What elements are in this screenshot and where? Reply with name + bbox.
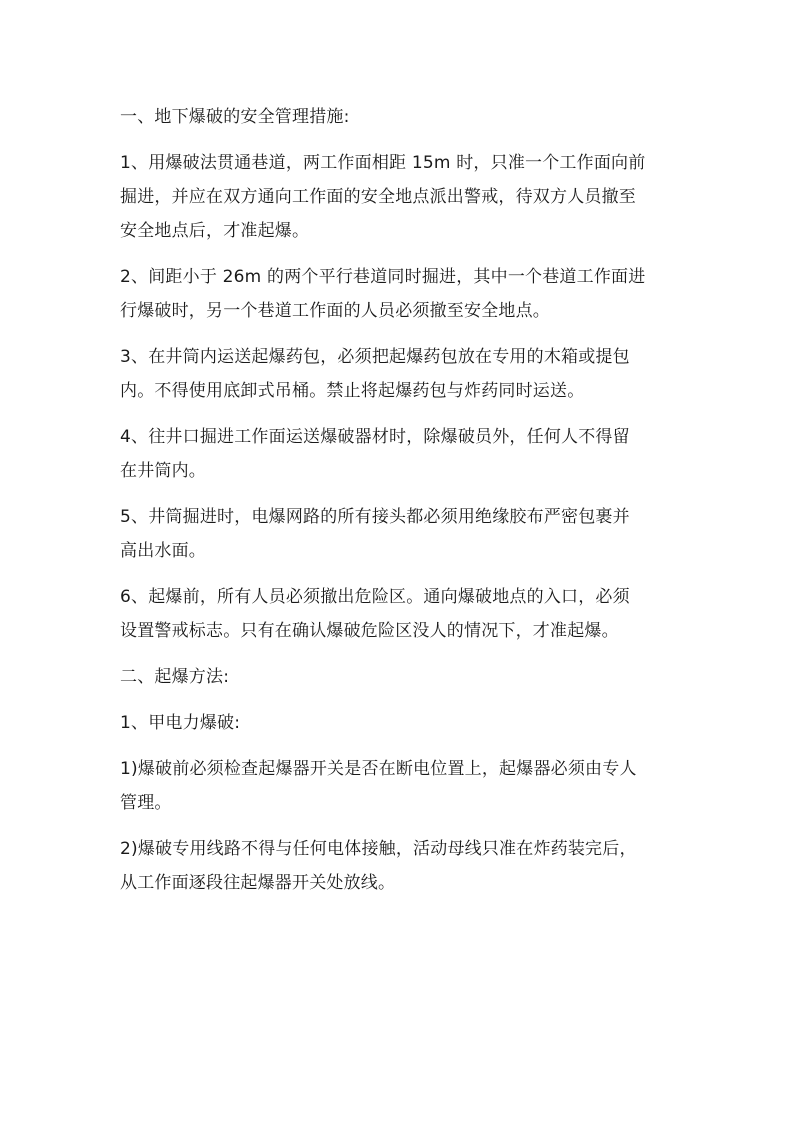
- text-line: 6、起爆前，所有人员必须撤出危险区。通向爆破地点的入口，必须: [120, 587, 630, 607]
- text-line: 4、往井口掘进工作面运送爆破器材时，除爆破员外，任何人不得留: [120, 427, 630, 447]
- text-line: 1)爆破前必须检查起爆器开关是否在断电位置上，起爆器必须由专人: [120, 759, 637, 779]
- text-line: 1、用爆破法贯通巷道，两工作面相距 15m 时，只准一个工作面向前: [120, 153, 646, 173]
- paragraph-subitem-1: [120, 752, 676, 820]
- text-line: 2)爆破专用线路不得与任何电体接触，活动母线只准在炸药装完后，: [120, 839, 637, 859]
- text-line: 安全地点后，才准起爆。: [120, 221, 310, 241]
- text-line: 在井筒内。: [120, 461, 206, 481]
- text-line: 3、在井筒内运送起爆药包，必须把起爆药包放在专用的木箱或提包: [120, 347, 630, 367]
- paragraph-item-4: [120, 420, 676, 488]
- text-line: 设置警戒标志。只有在确认爆破危险区没人的情况下，才准起爆。: [120, 621, 619, 641]
- paragraph-item-2: [120, 260, 676, 328]
- document-body: [120, 100, 676, 912]
- text-line: 一、地下爆破的安全管理措施:: [120, 107, 350, 127]
- subsection-heading-electric-blasting: [120, 706, 676, 740]
- section-heading-underground-blasting: [120, 100, 676, 134]
- section-heading-detonation-methods: [120, 660, 676, 694]
- paragraph-item-6: [120, 580, 676, 648]
- paragraph-item-3: [120, 340, 676, 408]
- text-line: 从工作面逐段往起爆器开关处放线。: [120, 873, 396, 893]
- text-line: 内。不得使用底卸式吊桶。禁止将起爆药包与炸药同时运送。: [120, 381, 585, 401]
- text-line: 行爆破时，另一个巷道工作面的人员必须撤至安全地点。: [120, 301, 550, 321]
- paragraph-item-1: [120, 146, 676, 248]
- text-line: 二、起爆方法:: [120, 667, 230, 687]
- text-line: 管理。: [120, 793, 172, 813]
- text-line: 5、井筒掘进时，电爆网路的所有接头都必须用绝缘胶布严密包裹并: [120, 507, 630, 527]
- text-line: 掘进，并应在双方通向工作面的安全地点派出警戒，待双方人员撤至: [120, 187, 636, 207]
- text-line: 2、间距小于 26m 的两个平行巷道同时掘进，其中一个巷道工作面进: [120, 267, 646, 287]
- paragraph-subitem-2: [120, 832, 676, 900]
- text-line: 高出水面。: [120, 541, 206, 561]
- text-line: 1、甲电力爆破:: [120, 713, 241, 733]
- paragraph-item-5: [120, 500, 676, 568]
